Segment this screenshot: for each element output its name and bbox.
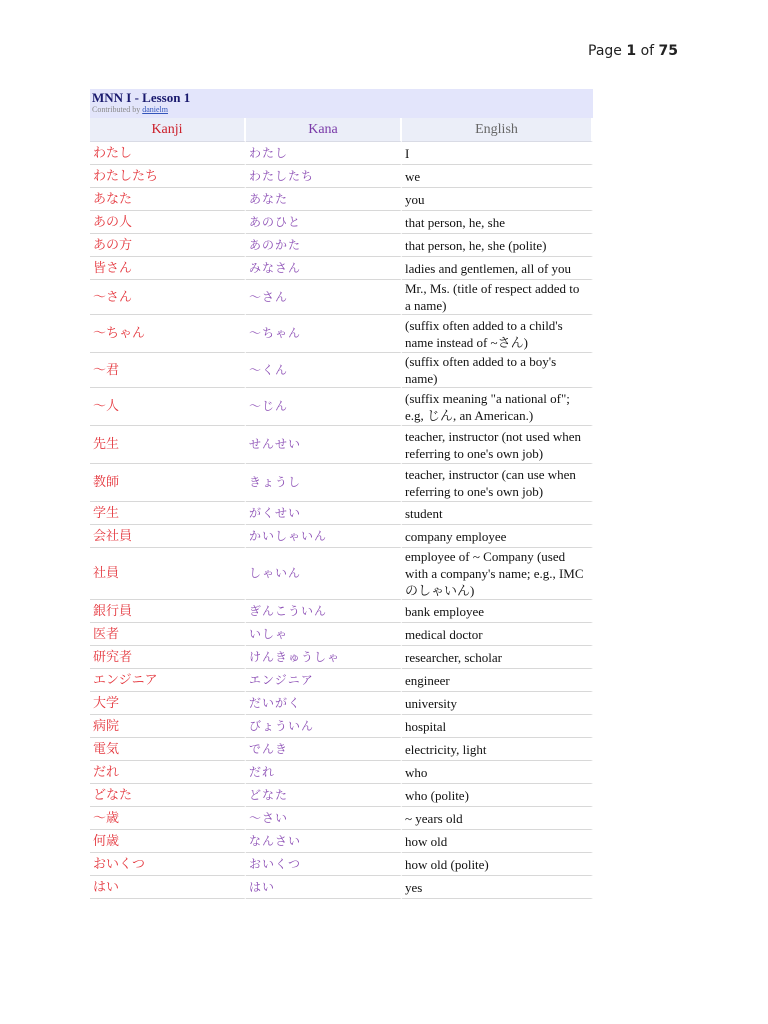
column-header-english: English: [402, 118, 593, 142]
kana-cell: あのかた: [246, 234, 402, 257]
table-header-row: [90, 118, 593, 142]
table-row: [90, 623, 593, 646]
english-cell: researcher, scholar: [402, 646, 593, 669]
table-row: [90, 669, 593, 692]
english-cell: student: [402, 502, 593, 525]
kanji-cell: エンジニア: [90, 669, 246, 692]
kanji-cell: 〜歳: [90, 807, 246, 830]
table-row: [90, 525, 593, 548]
page-indicator: [588, 43, 678, 59]
english-cell: (suffix often added to a child's name instead of ~さん): [402, 315, 593, 353]
table-row: [90, 600, 593, 623]
english-cell: engineer: [402, 669, 593, 692]
english-cell: we: [402, 165, 593, 188]
kanji-cell: 社員: [90, 548, 246, 600]
kana-cell: はい: [246, 876, 402, 899]
kana-cell: 〜ちゃん: [246, 315, 402, 353]
table-row: [90, 853, 593, 876]
english-cell: you: [402, 188, 593, 211]
kanji-cell: 銀行員: [90, 600, 246, 623]
table-row: [90, 761, 593, 784]
kanji-cell: おいくつ: [90, 853, 246, 876]
kanji-cell: あの方: [90, 234, 246, 257]
kana-cell: しゃいん: [246, 548, 402, 600]
english-cell: employee of ~ Company (used with a company's name; e.g., IMC のしゃいん): [402, 548, 593, 600]
kana-cell: びょういん: [246, 715, 402, 738]
kanji-cell: あなた: [90, 188, 246, 211]
page-of: of: [640, 43, 655, 59]
lesson-title: MNN I - Lesson 1: [92, 90, 191, 105]
table-row: [90, 142, 593, 165]
table-row: [90, 234, 593, 257]
english-cell: Mr., Ms. (title of respect added to a name): [402, 280, 593, 315]
english-cell: teacher, instructor (not used when referring to one's own job): [402, 426, 593, 464]
page-current: 1: [626, 43, 637, 59]
table-row: [90, 257, 593, 280]
lesson-title-bar: [90, 89, 593, 118]
kana-cell: なんさい: [246, 830, 402, 853]
english-cell: (suffix often added to a boy's name): [402, 353, 593, 388]
kanji-cell: 会社員: [90, 525, 246, 548]
table-row: [90, 280, 593, 315]
page-label: Page: [588, 43, 622, 59]
kanji-cell: 学生: [90, 502, 246, 525]
english-cell: ~ years old: [402, 807, 593, 830]
kanji-cell: 〜さん: [90, 280, 246, 315]
table-row: [90, 807, 593, 830]
kana-cell: ぎんこういん: [246, 600, 402, 623]
english-cell: (suffix meaning "a national of"; e.g, じん, an American.): [402, 388, 593, 426]
table-row: [90, 315, 593, 353]
english-cell: company employee: [402, 525, 593, 548]
table-row: [90, 502, 593, 525]
table-row: [90, 738, 593, 761]
english-cell: electricity, light: [402, 738, 593, 761]
english-cell: bank employee: [402, 600, 593, 623]
english-cell: ladies and gentlemen, all of you: [402, 257, 593, 280]
kanji-cell: 皆さん: [90, 257, 246, 280]
kanji-cell: 先生: [90, 426, 246, 464]
vocabulary-table-body: [90, 142, 593, 899]
table-row: [90, 165, 593, 188]
kanji-cell: あの人: [90, 211, 246, 234]
table-row: [90, 876, 593, 899]
english-cell: who (polite): [402, 784, 593, 807]
kana-cell: わたし: [246, 142, 402, 165]
english-cell: university: [402, 692, 593, 715]
kana-cell: あなた: [246, 188, 402, 211]
kanji-cell: 〜ちゃん: [90, 315, 246, 353]
column-header-kanji: Kanji: [90, 118, 246, 142]
english-cell: who: [402, 761, 593, 784]
kana-cell: いしゃ: [246, 623, 402, 646]
kana-cell: エンジニア: [246, 669, 402, 692]
kana-cell: だれ: [246, 761, 402, 784]
kanji-cell: 電気: [90, 738, 246, 761]
kana-cell: でんき: [246, 738, 402, 761]
english-cell: yes: [402, 876, 593, 899]
contributed-by-label: Contributed by: [92, 105, 141, 114]
english-cell: how old: [402, 830, 593, 853]
table-row: [90, 188, 593, 211]
page-total: 75: [658, 43, 678, 59]
kana-cell: 〜じん: [246, 388, 402, 426]
table-row: [90, 830, 593, 853]
kanji-cell: わたしたち: [90, 165, 246, 188]
table-row: [90, 784, 593, 807]
vocabulary-table-container: [90, 89, 593, 899]
contributor-line: [92, 105, 591, 114]
kanji-cell: わたし: [90, 142, 246, 165]
kanji-cell: はい: [90, 876, 246, 899]
author-link[interactable]: danielm: [142, 105, 168, 114]
english-cell: how old (polite): [402, 853, 593, 876]
kana-cell: 〜さい: [246, 807, 402, 830]
table-row: [90, 548, 593, 600]
kanji-cell: 何歳: [90, 830, 246, 853]
kanji-cell: 病院: [90, 715, 246, 738]
table-row: [90, 692, 593, 715]
english-cell: hospital: [402, 715, 593, 738]
column-header-kana: Kana: [246, 118, 402, 142]
kanji-cell: 〜君: [90, 353, 246, 388]
kana-cell: 〜くん: [246, 353, 402, 388]
english-cell: medical doctor: [402, 623, 593, 646]
kanji-cell: 大学: [90, 692, 246, 715]
kanji-cell: 〜人: [90, 388, 246, 426]
kanji-cell: 医者: [90, 623, 246, 646]
english-cell: that person, he, she (polite): [402, 234, 593, 257]
english-cell: I: [402, 142, 593, 165]
kana-cell: がくせい: [246, 502, 402, 525]
kanji-cell: 教師: [90, 464, 246, 502]
kanji-cell: どなた: [90, 784, 246, 807]
table-row: [90, 388, 593, 426]
table-row: [90, 211, 593, 234]
kana-cell: あのひと: [246, 211, 402, 234]
kana-cell: どなた: [246, 784, 402, 807]
table-row: [90, 353, 593, 388]
kanji-cell: 研究者: [90, 646, 246, 669]
kanji-cell: だれ: [90, 761, 246, 784]
kana-cell: きょうし: [246, 464, 402, 502]
kana-cell: かいしゃいん: [246, 525, 402, 548]
table-row: [90, 646, 593, 669]
kana-cell: おいくつ: [246, 853, 402, 876]
table-row: [90, 715, 593, 738]
kana-cell: みなさん: [246, 257, 402, 280]
kana-cell: けんきゅうしゃ: [246, 646, 402, 669]
english-cell: that person, he, she: [402, 211, 593, 234]
english-cell: teacher, instructor (can use when referring to one's own job): [402, 464, 593, 502]
vocabulary-table: [90, 118, 593, 899]
kana-cell: だいがく: [246, 692, 402, 715]
table-row: [90, 426, 593, 464]
kana-cell: わたしたち: [246, 165, 402, 188]
kana-cell: 〜さん: [246, 280, 402, 315]
table-row: [90, 464, 593, 502]
kana-cell: せんせい: [246, 426, 402, 464]
